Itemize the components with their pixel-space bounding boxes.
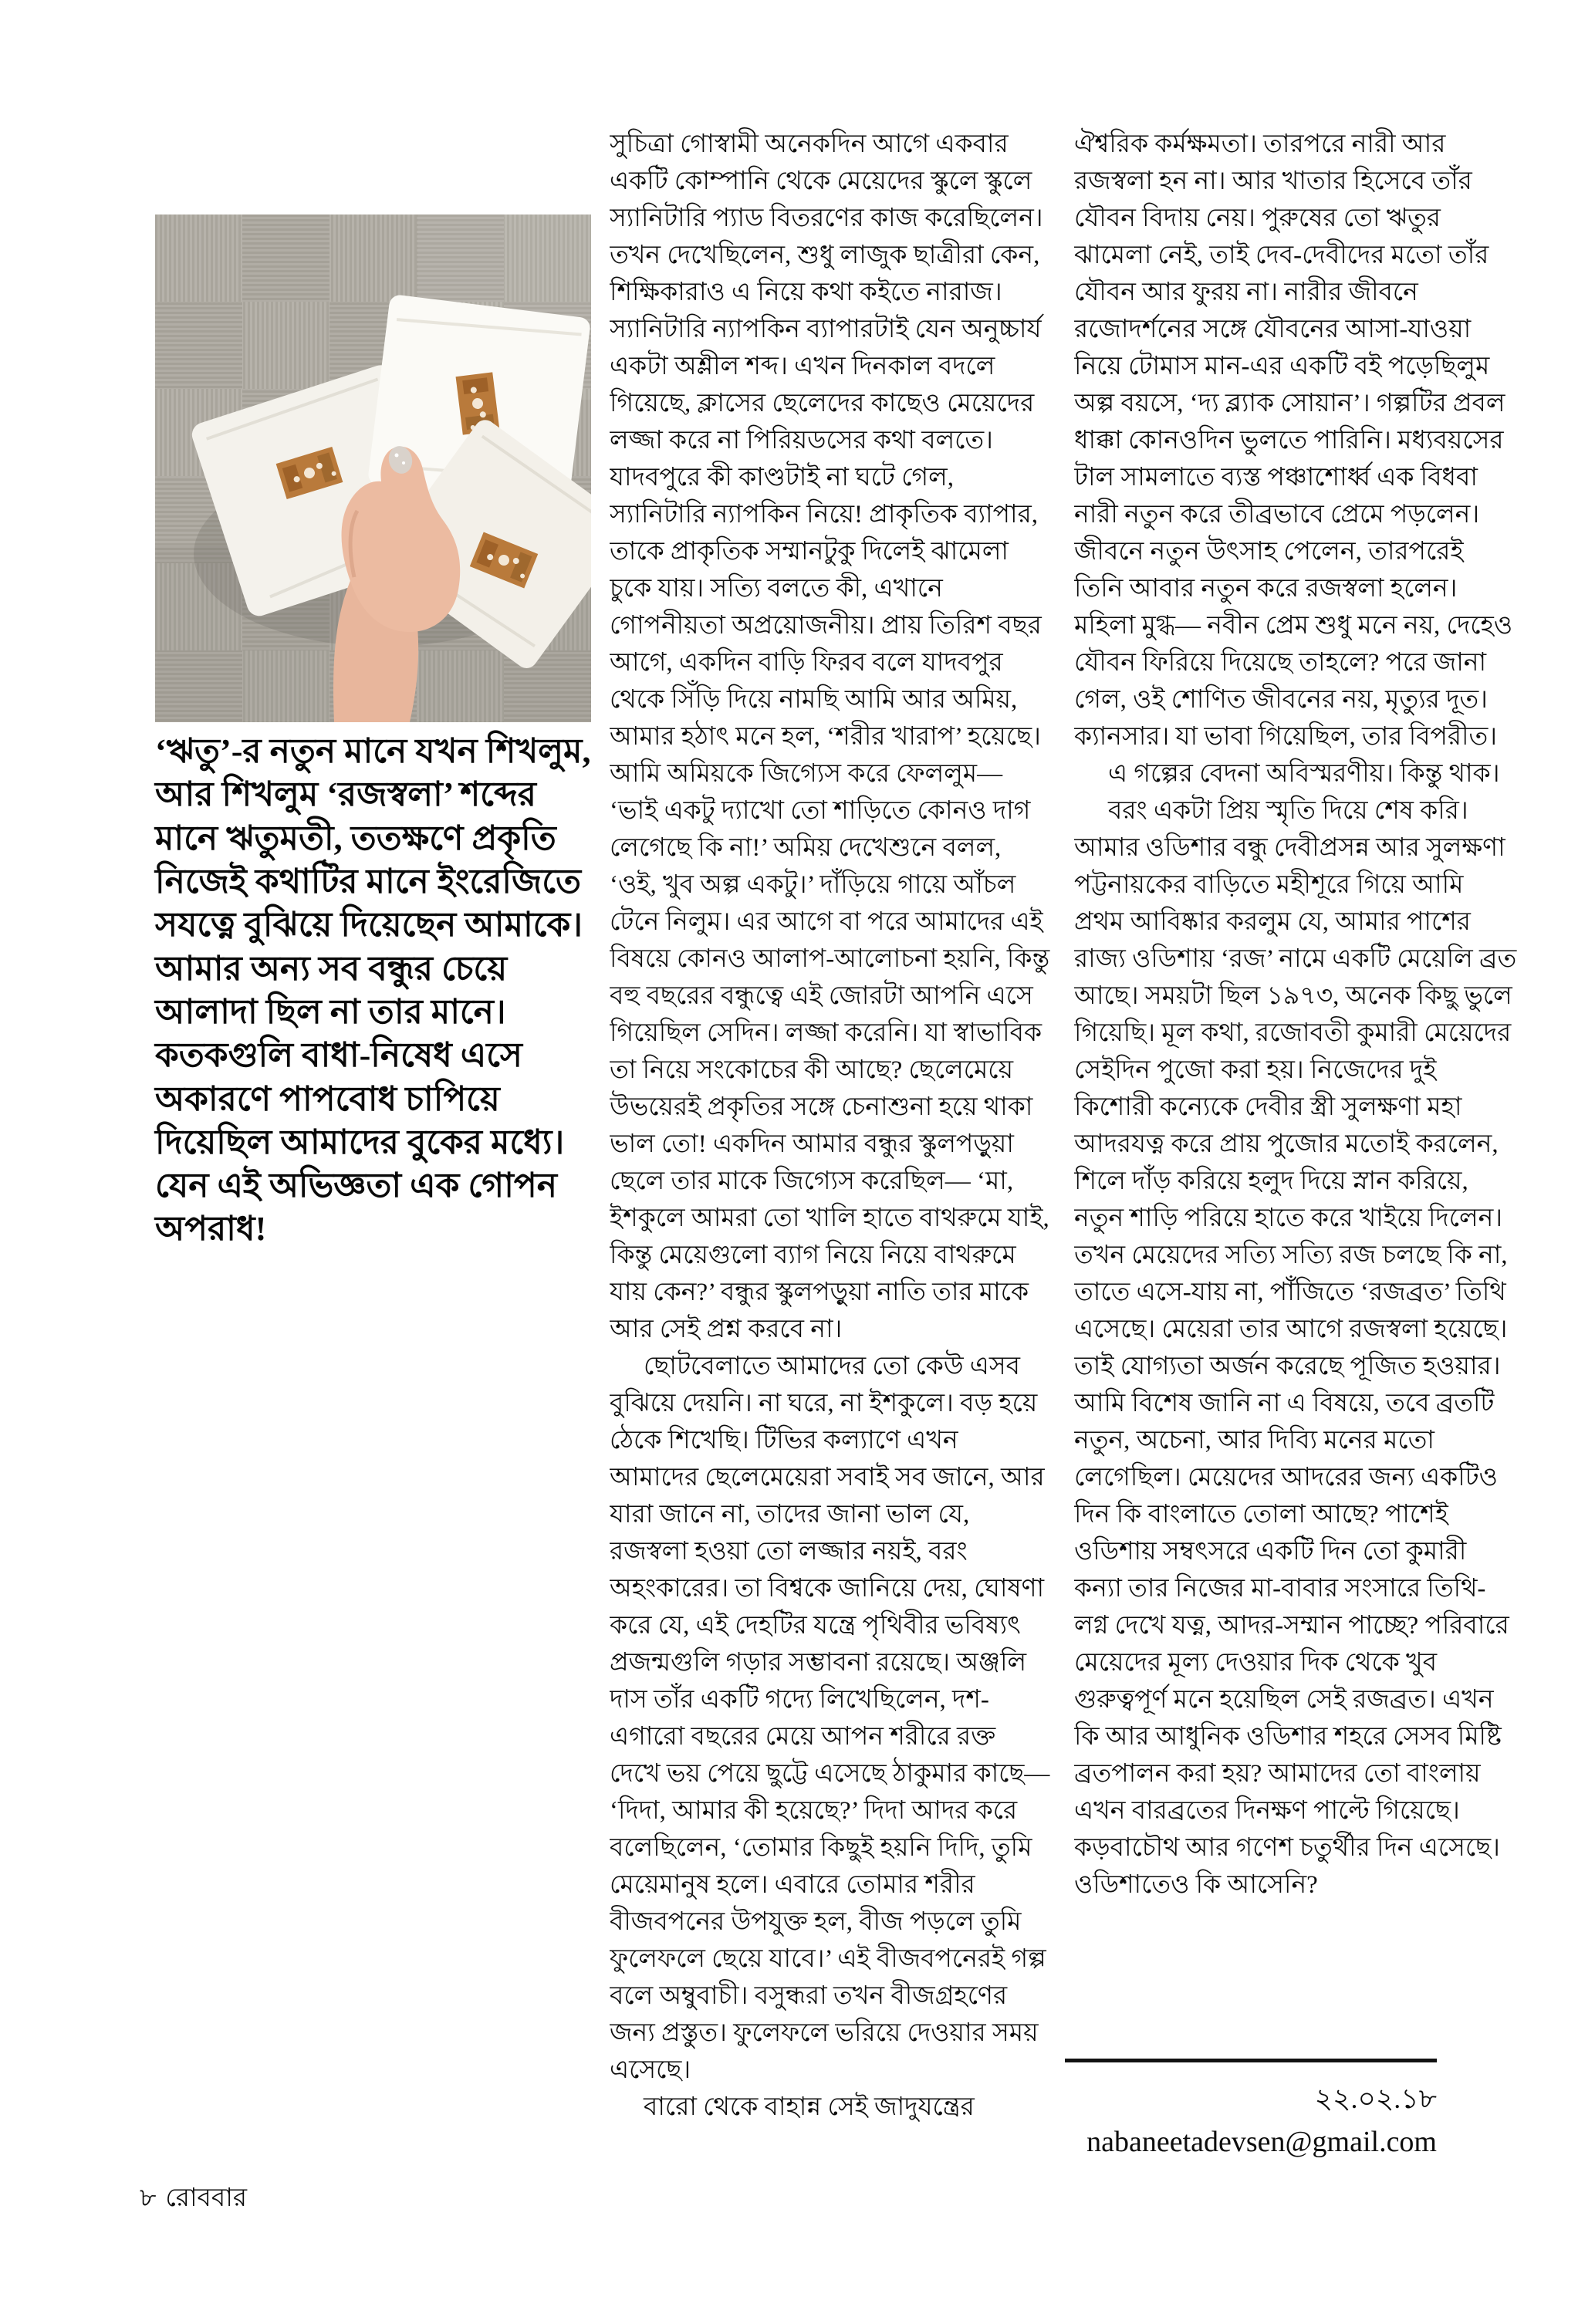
signoff: [1065, 2059, 1437, 2160]
article-column-1: [610, 126, 1053, 2170]
signoff-divider: [1065, 2059, 1437, 2062]
body-paragraph: বারো থেকে বাহান্ন সেই জাদুযন্ত্রের: [644, 2093, 975, 2121]
author-email: nabaneetadevsen@gmail.com: [1086, 2126, 1437, 2159]
body-paragraph: এ গল্পের বেদনা অবিস্মরণীয়। কিন্তু থাক।: [1108, 760, 1500, 788]
pull-quote: ‘ঋতু’-র নতুন মানে যখন শিখলুম, আর শিখলুম ‘রজস্বলা’ শব্দের মানে ঋতুমতী, ততক্ষণে প্রকৃতি নিজেই কথাটির মানে ইংরেজিতে সযত্নে বুঝিয়ে দিয়েছেন আমাকে। আমার অন্য সব বন্ধুর চেয়ে আলাদা ছিল না তার মানে। কতকগুলি বাধা-নিষেধ এসে অকারণে পাপবোধ চাপিয়ে দিয়েছিল আমাদের বুকের মধ্যে। যেন এই অভিজ্ঞতা এক গোপন অপরাধ!: [155, 732, 591, 1248]
page-number: ৮: [140, 2184, 157, 2212]
body-paragraph: বরং একটা প্রিয় স্মৃতি দিয়ে শেষ করি। আমার ওডিশার বন্ধু দেবীপ্রসন্ন আর সুলক্ষণা পট্টনায়কের বাড়িতে মহীশূরে গিয়ে আমি প্রথম আবিষ্কার করলুম যে, আমার পাশের রাজ্য ওডিশায় ‘রজ’ নামে একটি মেয়েলি ব্রত আছে। সময়টা ছিল ১৯৭৩, অনেক কিছু ভুলে গিয়েছি। মূল কথা, রজোবতী কুমারী মেয়েদের সেইদিন পুজো করা হয়। নিজেদের দুই কিশোরী কন্যেকে দেবীর স্ত্রী সুলক্ষণা মহা আদরযত্ন করে প্রায় পুজোর মতোই করলেন, শিলে দাঁড় করিয়ে হলুদ দিয়ে স্নান করিয়ে, নতুন শাড়ি পরিয়ে হাতে করে খাইয়ে দিলেন। তখন মেয়েদের সত্যি সত্যি রজ চলছে কি না, তাতে এসে-যায় না, পাঁজিতে ‘রজব্রত’ তিথি এসেছে। মেয়েরা তার আগে রজস্বলা হয়েছে। তাই যোগ্যতা অর্জন করেছে পূজিত হওয়ার। আমি বিশেষ জানি না এ বিষয়ে, তবে ব্রতটি নতুন, অচেনা, আর দিব্যি মনের মতো লেগেছিল। মেয়েদের আদরের জন্য একটিও দিন কি বাংলাতে তোলা আছে? পাশেই ওডিশায় সম্বৎসরে একটি দিন তো কুমারী কন্যা তার নিজের মা-বাবার সংসারে তিথি-লগ্ন দেখে যত্ন, আদর-সম্মান পাচ্ছে? পরিবারে মেয়েদের মূল্য দেওয়ার দিক থেকে খুব গুরুত্বপূর্ণ মনে হয়েছিল সেই রজব্রত। এখন কি আর আধুনিক ওডিশার শহরে সেসব মিষ্টি ব্রতপালন করা হয়? আমাদের তো বাংলায় এখন বারব্রতের দিনক্ষণ পাল্টে গিয়েছে। কড়বাচৌথ আর গণেশ চতুর্থীর দিন এসেছে। ওডিশাতেও কি আসেনি?: [1074, 797, 1517, 1899]
body-paragraph: সুচিত্রা গোস্বামী অনেকদিন আগে একবার একটি কোম্পানি থেকে মেয়েদের স্কুলে স্কুলে স্যানিটারি প্যাড বিতরণের কাজ করেছিলেন। তখন দেখেছিলেন, শুধু লাজুক ছাত্রীরা কেন, শিক্ষিকারাও এ নিয়ে কথা কইতে নারাজ। স্যানিটারি ন্যাপকিন ব্যাপারটাই যেন অনুচ্চার্য একটা অশ্লীল শব্দ। এখন দিনকাল বদলে গিয়েছে, ক্লাসের ছেলেদের কাছেও মেয়েদের লজ্জা করে না পিরিয়ডসের কথা বলতে। যাদবপুরে কী কাণ্ডটাই না ঘটে গেল, স্যানিটারি ন্যাপকিন নিয়ে! প্রাকৃতিক ব্যাপার, তাকে প্রাকৃতিক সম্মানটুকু দিলেই ঝামেলা চুকে যায়। সত্যি বলতে কী, এখানে গোপনীয়তা অপ্রয়োজনীয়। প্রায় তিরিশ বছর আগে, একদিন বাড়ি ফিরব বলে যাদবপুর থেকে সিঁড়ি দিয়ে নামছি আমি আর অমিয়, আমার হঠাৎ মনে হল, ‘শরীর খারাপ’ হয়েছে। আমি অমিয়কে জিগ্যেস করে ফেললুম— ‘ভাই একটু দ্যাখো তো শাড়িতে কোনও দাগ লেগেছে কি না!’ অমিয় দেখেশুনে বলল, ‘ওই, খুব অল্প একটু।’ দাঁড়িয়ে গায়ে আঁচল টেনে নিলুম। এর আগে বা পরে আমাদের এই বিষয়ে কোনও আলাপ-আলোচনা হয়নি, কিন্তু বহু বছরের বন্ধুত্বে এই জোরটা আপনি এসে গিয়েছিল সেদিন। লজ্জা করেনি। যা স্বাভাবিক তা নিয়ে সংকোচের কী আছে? ছেলেমেয়ে উভয়েরই প্রকৃতির সঙ্গে চেনাশুনা হয়ে থাকা ভাল তো! একদিন আমার বন্ধুর স্কুলপড়ুয়া ছেলে তার মাকে জিগ্যেস করেছিল— ‘মা, ইশকুলে আমরা তো খালি হাতে বাথরুমে যাই, কিন্তু মেয়েগুলো ব্যাগ নিয়ে নিয়ে বাথরুমে যায় কেন?’ বন্ধুর স্কুলপড়ুয়া নাতি তার মাকে আর সেই প্রশ্ন করবে না।: [610, 130, 1050, 1343]
article-column-2: [1074, 126, 1517, 2032]
signoff-date: ২২.০২.১৮: [1314, 2083, 1437, 2114]
page-folio: [140, 2177, 247, 2221]
photo-hand-holding-sanitary-pads: [155, 214, 591, 722]
photo-illustration: [155, 214, 591, 722]
body-paragraph: ঐশ্বরিক কর্মক্ষমতা। তারপরে নারী আর রজস্বলা হন না। আর খাতার হিসেবে তাঁর যৌবন বিদায় নেয়। পুরুষের তো ঋতুর ঝামেলা নেই, তাই দেব-দেবীদের মতো তাঁর যৌবন আর ফুরয় না। নারীর জীবনে রজোদর্শনের সঙ্গে যৌবনের আসা-যাওয়া নিয়ে টোমাস মান-এর একটি বই পড়েছিলুম অল্প বয়সে, ‘দ্য ব্ল্যাক সোয়ান’। গল্পটির প্রবল ধাক্কা কোনওদিন ভুলতে পারিনি। মধ্যবয়সের টাল সামলাতে ব্যস্ত পঞ্চাশোর্ধ্ব এক বিধবা নারী নতুন করে তীব্রভাবে প্রেমে পড়লেন। জীবনে নতুন উৎসাহ পেলেন, তারপরেই তিনি আবার নতুন করে রজস্বলা হলেন। মহিলা মুগ্ধ— নবীন প্রেম শুধু মনে নয়, দেহেও যৌবন ফিরিয়ে দিয়েছে তাহলে? পরে জানা গেল, ওই শোণিত জীবনের নয়, মৃত্যুর দূত। ক্যানসার। যা ভাবা গিয়েছিল, তার বিপরীত।: [1074, 130, 1513, 751]
magazine-name: রোববার: [165, 2184, 247, 2212]
body-paragraph: ছোটবেলাতে আমাদের তো কেউ এসব বুঝিয়ে দেয়নি। না ঘরে, না ইশকুলে। বড় হয়ে ঠেকে শিখেছি। টিভির কল্যাণে এখন আমাদের ছেলেমেয়েরা সবাই সব জানে, আর যারা জানে না, তাদের জানা ভাল যে, রজস্বলা হওয়া তো লজ্জার নয়ই, বরং অহংকারের। তা বিশ্বকে জানিয়ে দেয়, ঘোষণা করে যে, এই দেহটির যন্ত্রে পৃথিবীর ভবিষ্যৎ প্রজন্মগুলি গড়ার সম্ভাবনা রয়েছে। অঞ্জলি দাস তাঁর একটি গদ্যে লিখেছিলেন, দশ-এগারো বছরের মেয়ে আপন শরীরে রক্ত দেখে ভয় পেয়ে ছুট্টে এসেছে ঠাকুমার কাছে— ‘দিদা, আমার কী হয়েছে?’ দিদা আদর করে বলেছিলেন, ‘তোমার কিছুই হয়নি দিদি, তুমি মেয়েমানুষ হলে। এবারে তোমার শরীর বীজবপনের উপযুক্ত হল, বীজ পড়লে তুমি ফুলেফলে ছেয়ে যাবে।’ এই বীজবপনেরই গল্প বলে অম্বুবাচী। বসুন্ধরা তখন বীজগ্রহণের জন্য প্রস্তুত। ফুলেফলে ভরিয়ে দেওয়ার সময় এসেছে।: [610, 1353, 1050, 2084]
